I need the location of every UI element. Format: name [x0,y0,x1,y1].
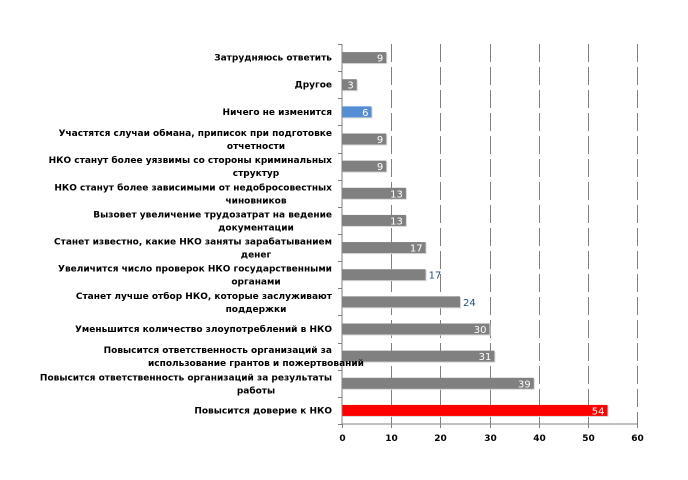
category-label: Повысится ответственность организаций за результаты [39,373,332,384]
data-label: 13 [390,189,403,201]
x-tick-label: 0 [339,434,346,444]
category-label-line2: отчетности [226,142,286,152]
category-label: Ничего не изменится [222,107,332,118]
axes [338,44,638,428]
category-label: Затрудняюсь ответить [214,53,332,64]
x-ticks [339,434,643,444]
data-label: 17 [409,243,423,255]
category-label: Другое [294,80,332,91]
category-label-line2: чиновников [225,196,287,207]
x-tick-label: 40 [533,434,546,444]
category-labels [40,54,364,417]
x-tick-label: 50 [582,434,595,444]
bar [342,296,460,307]
category-label-line2: структур [232,169,280,180]
x-tick-label: 10 [385,434,398,444]
data-label: 54 [591,406,605,418]
data-label: 9 [376,162,384,174]
x-tick-label: 20 [434,434,447,444]
bar [342,351,494,362]
data-label: 30 [473,325,487,336]
data-label: 31 [478,352,492,364]
data-label: 6 [362,107,369,119]
data-label: 9 [376,53,384,65]
bar [342,405,608,416]
gridlines [392,44,638,424]
category-label: Станет лучше отбор НКО, которые заслуживают [75,291,332,302]
category-label-line2: органами [231,277,281,288]
category-label: Вызовет увеличение трудозатрат на ведение [93,210,332,221]
category-label-line2: денег [240,250,272,261]
bar [342,378,534,389]
category-label: Уменьшится количество злоупотреблений в НКО [74,325,332,335]
bars [342,52,609,417]
category-label-line2: работы [236,386,276,397]
data-label: 13 [390,216,403,228]
category-label: Участятся случаи обмана, приписок при подготовке [58,129,332,139]
category-label: Повысится ответственность организаций за [103,346,332,357]
category-label: Повысится доверие к НКО [194,406,332,417]
category-label: Станет известно, какие НКО заняты зарабатыванием [54,237,332,248]
bar [342,324,490,335]
category-label-line2: поддержки [225,304,287,315]
data-label: 24 [463,297,476,309]
data-labels [347,54,604,418]
category-label-line2: использование грантов и пожертвований [148,359,364,370]
category-label: НКО станут более уязвимы со стороны криминальных [48,156,332,167]
data-label: 39 [518,379,531,391]
bar [342,269,426,280]
x-tick-label: 30 [484,434,497,444]
category-label: НКО станут более зависимыми от недобросовестных [54,183,332,194]
category-label: Увеличится число проверок НКО государственными [58,264,332,275]
data-label: 17 [428,270,442,282]
data-label: 3 [347,80,354,92]
x-tick-label: 60 [631,434,644,444]
category-label-line2: документации [218,223,294,234]
data-label: 9 [376,135,384,146]
